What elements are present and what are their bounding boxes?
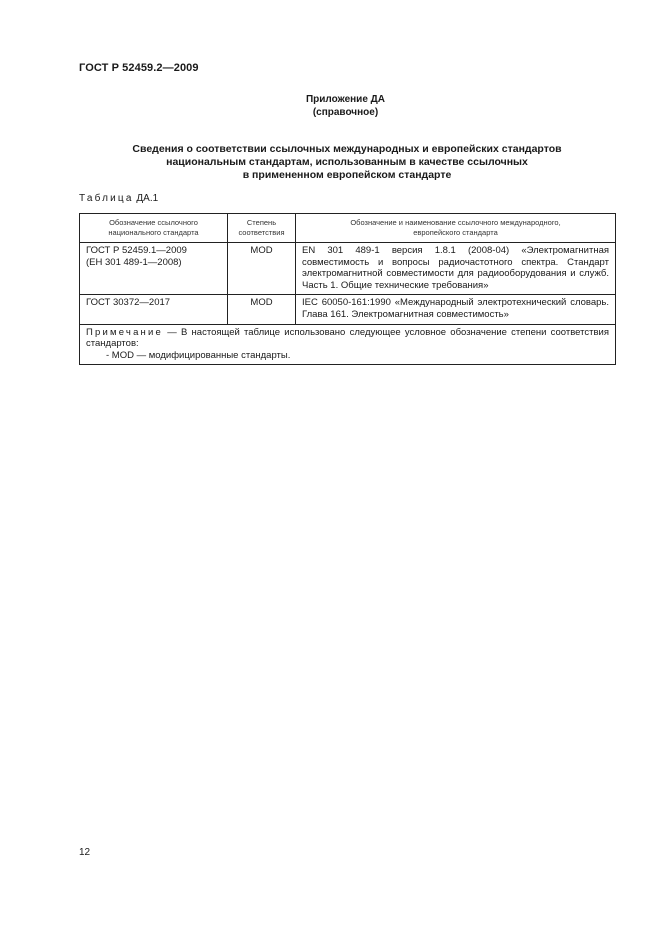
table-caption-label: Таблица xyxy=(79,193,134,204)
compliance-table xyxy=(79,213,616,365)
note-label: Примечание xyxy=(86,326,163,338)
national-standard-cell xyxy=(80,295,228,324)
annex-heading-line-1: Сведения о соответствии ссылочных международных и европейских стандартов xyxy=(132,143,562,155)
note-text xyxy=(86,327,609,350)
table-note xyxy=(80,324,616,365)
table-row xyxy=(80,243,616,295)
note-body: — В настоящей таблице использовано следующее условное обозначение степени соответствия стандартов: xyxy=(86,326,609,350)
table-caption-number: ДА.1 xyxy=(136,193,159,204)
national-standard-code: ГОСТ Р 52459.1—2009 xyxy=(86,245,187,256)
header-national-standard xyxy=(80,214,228,243)
table-caption xyxy=(79,193,158,204)
header-national-line-1: Обозначение ссылочного xyxy=(109,218,198,227)
annex-title: Приложение ДА xyxy=(305,94,386,105)
degree-cell: MOD xyxy=(228,295,296,324)
note-item: - MOD — модифицированные стандарты. xyxy=(106,349,291,361)
header-national-line-2: национального стандарта xyxy=(108,228,199,237)
table-header-row xyxy=(80,214,616,243)
reference-standard-cell: EN 301 489-1 версия 1.8.1 (2008-04) «Электромагнитная совместимость и вопросы радиочастотного спектра. Стандарт электромагнитной совместимости для радиооборудования и служб. Часть 1. Общие технические требования» xyxy=(296,243,616,295)
annex-heading xyxy=(79,143,615,182)
header-degree-line-2: соответствия xyxy=(238,228,285,237)
degree-cell: MOD xyxy=(228,243,296,295)
header-reference-line-1: Обозначение и наименование ссылочного международного, xyxy=(350,218,561,227)
header-degree xyxy=(228,214,296,243)
header-degree-line-1: Степень xyxy=(246,218,277,227)
annex-heading-line-3: в примененном европейском стандарте xyxy=(242,169,452,181)
annex-heading-line-2: национальным стандартам, использованным в качестве ссылочных xyxy=(166,156,528,168)
annex-title-block xyxy=(0,93,661,119)
reference-standard-cell: IEC 60050-161:1990 «Международный электротехнический словарь. Глава 161. Электромагнитная совместимость» xyxy=(296,295,616,324)
national-standard-cell xyxy=(80,243,228,295)
header-reference-standard xyxy=(296,214,616,243)
page-number: 12 xyxy=(79,847,91,858)
annex-subtitle: (справочное) xyxy=(312,107,379,118)
national-standard-equivalent: (ЕН 301 489-1—2008) xyxy=(86,256,182,268)
table-note-row xyxy=(80,324,616,365)
national-standard-code: ГОСТ 30372—2017 xyxy=(86,297,171,309)
table-row xyxy=(80,295,616,324)
header-reference-line-2: европейского стандарта xyxy=(413,228,498,237)
document-code: ГОСТ Р 52459.2—2009 xyxy=(79,62,199,74)
